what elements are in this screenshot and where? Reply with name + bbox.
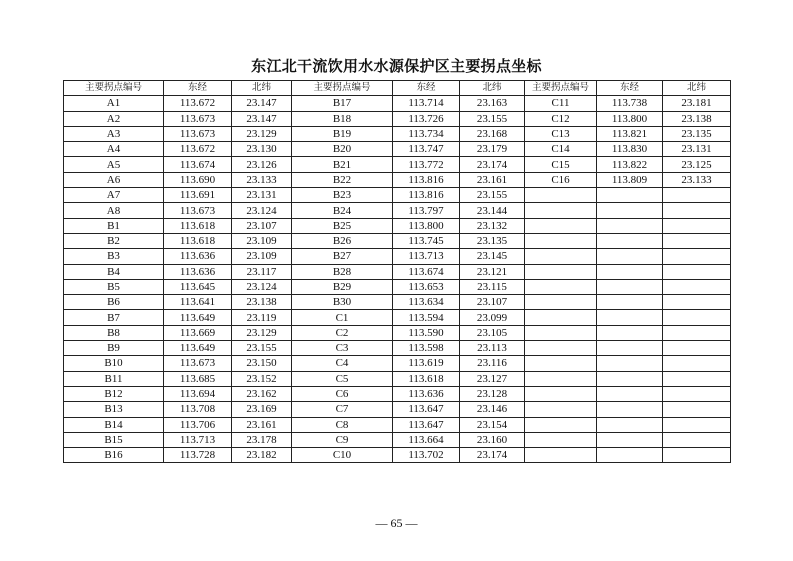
table-cell — [525, 203, 597, 218]
table-cell: 23.174 — [460, 448, 525, 463]
table-row — [64, 172, 731, 187]
table-cell: 23.135 — [663, 126, 731, 141]
table-cell: C12 — [525, 111, 597, 126]
table-cell: 23.127 — [460, 371, 525, 386]
table-cell: 23.162 — [232, 386, 292, 401]
table-cell: 113.674 — [164, 157, 232, 172]
table-cell — [663, 432, 731, 447]
table-cell: B26 — [292, 233, 393, 248]
table-cell: 113.649 — [164, 310, 232, 325]
column-header: 北纬 — [460, 81, 525, 96]
table-row — [64, 249, 731, 264]
table-cell: 113.706 — [164, 417, 232, 432]
table-cell — [597, 203, 663, 218]
table-row — [64, 325, 731, 340]
table-cell: B29 — [292, 279, 393, 294]
table-cell: A5 — [64, 157, 164, 172]
table-cell — [597, 295, 663, 310]
table-cell — [525, 341, 597, 356]
table-cell: A4 — [64, 142, 164, 157]
table-cell: B17 — [292, 96, 393, 111]
table-cell: 113.800 — [597, 111, 663, 126]
table-cell — [597, 264, 663, 279]
page-number: — 65 — — [375, 516, 418, 530]
table-row — [64, 188, 731, 203]
table-cell: 113.726 — [393, 111, 460, 126]
table-cell — [663, 448, 731, 463]
table-cell — [525, 249, 597, 264]
table-cell: 23.129 — [232, 325, 292, 340]
table-row — [64, 432, 731, 447]
table-cell — [597, 417, 663, 432]
table-cell: 23.131 — [232, 188, 292, 203]
table-cell — [597, 448, 663, 463]
table-cell: 113.738 — [597, 96, 663, 111]
table-cell: 113.772 — [393, 157, 460, 172]
table-cell — [663, 249, 731, 264]
table-cell: 113.673 — [164, 203, 232, 218]
table-row — [64, 126, 731, 141]
table-cell: 113.690 — [164, 172, 232, 187]
table-cell — [525, 356, 597, 371]
table-cell: C5 — [292, 371, 393, 386]
table-cell: 113.673 — [164, 111, 232, 126]
table-cell: 23.105 — [460, 325, 525, 340]
table-cell: 113.636 — [164, 249, 232, 264]
table-cell: 113.830 — [597, 142, 663, 157]
table-row — [64, 371, 731, 386]
table-cell: 113.669 — [164, 325, 232, 340]
table-cell — [525, 218, 597, 233]
table-cell — [663, 203, 731, 218]
table-cell — [597, 402, 663, 417]
table-cell: 23.160 — [460, 432, 525, 447]
table-cell: B10 — [64, 356, 164, 371]
table-cell: C15 — [525, 157, 597, 172]
table-cell: 113.821 — [597, 126, 663, 141]
table-cell: 23.179 — [460, 142, 525, 157]
table-cell: 23.150 — [232, 356, 292, 371]
table-cell: B7 — [64, 310, 164, 325]
table-cell: B13 — [64, 402, 164, 417]
table-cell: 113.745 — [393, 233, 460, 248]
table-cell: B25 — [292, 218, 393, 233]
table-row — [64, 203, 731, 218]
table-cell: 23.144 — [460, 203, 525, 218]
table-cell — [663, 264, 731, 279]
table-cell: C8 — [292, 417, 393, 432]
table-cell — [597, 233, 663, 248]
table-cell: 113.672 — [164, 96, 232, 111]
table-cell: A6 — [64, 172, 164, 187]
table-cell: 113.619 — [393, 356, 460, 371]
column-header: 北纬 — [232, 81, 292, 96]
table-cell: 23.109 — [232, 233, 292, 248]
table-cell: B2 — [64, 233, 164, 248]
table-cell — [525, 386, 597, 401]
table-cell — [597, 371, 663, 386]
table-cell: 23.174 — [460, 157, 525, 172]
table-cell: 23.155 — [232, 341, 292, 356]
table-cell: 113.816 — [393, 188, 460, 203]
table-cell — [525, 264, 597, 279]
table-cell: 113.598 — [393, 341, 460, 356]
table-cell: 113.702 — [393, 448, 460, 463]
table-cell: B20 — [292, 142, 393, 157]
table-row — [64, 264, 731, 279]
table-cell: A3 — [64, 126, 164, 141]
table-cell: B8 — [64, 325, 164, 340]
table-cell: B3 — [64, 249, 164, 264]
table-cell: B23 — [292, 188, 393, 203]
table-cell — [663, 188, 731, 203]
table-cell — [597, 341, 663, 356]
table-cell: 113.634 — [393, 295, 460, 310]
table-cell: 23.181 — [663, 96, 731, 111]
table-cell — [597, 188, 663, 203]
table-cell — [597, 218, 663, 233]
table-cell: B19 — [292, 126, 393, 141]
table-cell: 113.636 — [164, 264, 232, 279]
table-cell: 23.121 — [460, 264, 525, 279]
table-cell: 113.641 — [164, 295, 232, 310]
table-cell: 113.691 — [164, 188, 232, 203]
table-cell: 113.797 — [393, 203, 460, 218]
table-cell: C2 — [292, 325, 393, 340]
table-cell: 113.694 — [164, 386, 232, 401]
table-cell: B11 — [64, 371, 164, 386]
table-cell: 113.713 — [393, 249, 460, 264]
table-cell: 23.131 — [663, 142, 731, 157]
table-cell — [663, 402, 731, 417]
table-cell: B4 — [64, 264, 164, 279]
table-row — [64, 233, 731, 248]
table-row — [64, 402, 731, 417]
table-cell: 23.146 — [460, 402, 525, 417]
table-cell — [525, 188, 597, 203]
table-cell: B24 — [292, 203, 393, 218]
table-cell: 23.124 — [232, 203, 292, 218]
table-cell — [663, 233, 731, 248]
table-cell: B15 — [64, 432, 164, 447]
table-cell: 113.747 — [393, 142, 460, 157]
table-cell: B1 — [64, 218, 164, 233]
table-cell: A2 — [64, 111, 164, 126]
table-cell: 23.107 — [232, 218, 292, 233]
table-cell: B9 — [64, 341, 164, 356]
table-cell — [525, 295, 597, 310]
table-cell: 23.161 — [232, 417, 292, 432]
table-cell: B18 — [292, 111, 393, 126]
table-cell: 23.107 — [460, 295, 525, 310]
table-cell: 113.734 — [393, 126, 460, 141]
page-title: 东江北干流饮用水水源保护区主要拐点坐标 — [251, 57, 542, 75]
table-cell — [525, 233, 597, 248]
table-cell: 113.636 — [393, 386, 460, 401]
table-cell — [663, 279, 731, 294]
table-cell: 23.163 — [460, 96, 525, 111]
table-row — [64, 417, 731, 432]
table-cell: 23.138 — [232, 295, 292, 310]
table-cell: 113.672 — [164, 142, 232, 157]
table-header-row — [64, 81, 731, 96]
table-cell: 23.155 — [460, 188, 525, 203]
table-cell — [597, 386, 663, 401]
table-cell: 23.133 — [663, 172, 731, 187]
table-cell: B28 — [292, 264, 393, 279]
table-cell: C3 — [292, 341, 393, 356]
table-cell — [663, 371, 731, 386]
table-cell — [663, 295, 731, 310]
table-cell: C1 — [292, 310, 393, 325]
table-cell: C14 — [525, 142, 597, 157]
table-cell: 113.645 — [164, 279, 232, 294]
table-row — [64, 310, 731, 325]
table-cell: 113.800 — [393, 218, 460, 233]
table-cell: 113.664 — [393, 432, 460, 447]
table-cell: A1 — [64, 96, 164, 111]
table-cell: 113.618 — [393, 371, 460, 386]
table-cell: 23.138 — [663, 111, 731, 126]
table-cell: 113.713 — [164, 432, 232, 447]
table-row — [64, 279, 731, 294]
table-cell: B6 — [64, 295, 164, 310]
table-cell: 113.728 — [164, 448, 232, 463]
table-cell — [663, 417, 731, 432]
table-cell: 113.816 — [393, 172, 460, 187]
table-cell: 23.132 — [460, 218, 525, 233]
table-cell: 23.168 — [460, 126, 525, 141]
table-cell — [597, 356, 663, 371]
table-cell: 113.590 — [393, 325, 460, 340]
table-cell: 23.135 — [460, 233, 525, 248]
table-cell: 23.113 — [460, 341, 525, 356]
table-cell — [597, 249, 663, 264]
table-cell: 23.109 — [232, 249, 292, 264]
table-cell: 113.714 — [393, 96, 460, 111]
table-cell: 113.809 — [597, 172, 663, 187]
table-cell: 113.647 — [393, 402, 460, 417]
table-cell — [663, 310, 731, 325]
table-cell: 23.128 — [460, 386, 525, 401]
table-cell: B16 — [64, 448, 164, 463]
table-cell: 23.116 — [460, 356, 525, 371]
table-cell: A7 — [64, 188, 164, 203]
table-cell: 113.594 — [393, 310, 460, 325]
table-cell: C11 — [525, 96, 597, 111]
table-row — [64, 157, 731, 172]
table-cell: B5 — [64, 279, 164, 294]
column-header: 主要拐点编号 — [525, 81, 597, 96]
table-cell: 23.147 — [232, 111, 292, 126]
table-cell: C9 — [292, 432, 393, 447]
table-cell — [525, 432, 597, 447]
table-cell: 113.647 — [393, 417, 460, 432]
table-cell: 23.099 — [460, 310, 525, 325]
table-cell: C4 — [292, 356, 393, 371]
table-cell — [663, 386, 731, 401]
table-cell — [597, 310, 663, 325]
table-cell: B14 — [64, 417, 164, 432]
table-cell: 23.117 — [232, 264, 292, 279]
table-cell — [597, 279, 663, 294]
table-cell: 23.147 — [232, 96, 292, 111]
table-cell — [663, 356, 731, 371]
table-cell — [525, 402, 597, 417]
table-cell: 23.182 — [232, 448, 292, 463]
column-header: 东经 — [393, 81, 460, 96]
table-cell — [663, 325, 731, 340]
table-cell — [525, 279, 597, 294]
column-header: 主要拐点编号 — [292, 81, 393, 96]
table-row — [64, 341, 731, 356]
table-cell — [663, 218, 731, 233]
table-row — [64, 386, 731, 401]
table-cell — [525, 448, 597, 463]
table-cell: 113.618 — [164, 218, 232, 233]
table-cell — [525, 371, 597, 386]
table-cell — [597, 432, 663, 447]
table-cell — [597, 325, 663, 340]
table-cell: 23.161 — [460, 172, 525, 187]
table-row — [64, 111, 731, 126]
table-cell: 113.708 — [164, 402, 232, 417]
table-cell: 113.673 — [164, 356, 232, 371]
table-cell: 113.653 — [393, 279, 460, 294]
table-cell: 23.124 — [232, 279, 292, 294]
table-cell: 23.155 — [460, 111, 525, 126]
table-cell: 113.822 — [597, 157, 663, 172]
table-cell: 113.618 — [164, 233, 232, 248]
table-cell: 113.674 — [393, 264, 460, 279]
table-cell: 23.154 — [460, 417, 525, 432]
table-row — [64, 96, 731, 111]
table-cell — [663, 341, 731, 356]
table-cell: B27 — [292, 249, 393, 264]
table-cell — [525, 325, 597, 340]
table-cell: A8 — [64, 203, 164, 218]
table-cell: 23.119 — [232, 310, 292, 325]
table-row — [64, 142, 731, 157]
table-cell: C10 — [292, 448, 393, 463]
table-cell: 113.673 — [164, 126, 232, 141]
table-cell: C16 — [525, 172, 597, 187]
table-row — [64, 356, 731, 371]
table-cell: C6 — [292, 386, 393, 401]
column-header: 东经 — [164, 81, 232, 96]
table-cell — [525, 310, 597, 325]
table-cell: 23.125 — [663, 157, 731, 172]
column-header: 北纬 — [663, 81, 731, 96]
table-cell: B12 — [64, 386, 164, 401]
table-cell: C7 — [292, 402, 393, 417]
coordinates-table — [63, 80, 731, 463]
table-cell: B30 — [292, 295, 393, 310]
table-row — [64, 218, 731, 233]
table-cell: 23.169 — [232, 402, 292, 417]
table-cell: 113.685 — [164, 371, 232, 386]
column-header: 东经 — [597, 81, 663, 96]
table-cell: 113.649 — [164, 341, 232, 356]
column-header: 主要拐点编号 — [64, 81, 164, 96]
table-row — [64, 448, 731, 463]
table-cell — [525, 417, 597, 432]
table-cell: 23.152 — [232, 371, 292, 386]
table-body — [64, 96, 731, 463]
table-cell: 23.130 — [232, 142, 292, 157]
table-cell: B21 — [292, 157, 393, 172]
table-cell: 23.133 — [232, 172, 292, 187]
table-cell: B22 — [292, 172, 393, 187]
table-row — [64, 295, 731, 310]
table-cell: C13 — [525, 126, 597, 141]
table-cell: 23.126 — [232, 157, 292, 172]
table-cell: 23.115 — [460, 279, 525, 294]
table-cell: 23.129 — [232, 126, 292, 141]
table-cell: 23.178 — [232, 432, 292, 447]
table-cell: 23.145 — [460, 249, 525, 264]
